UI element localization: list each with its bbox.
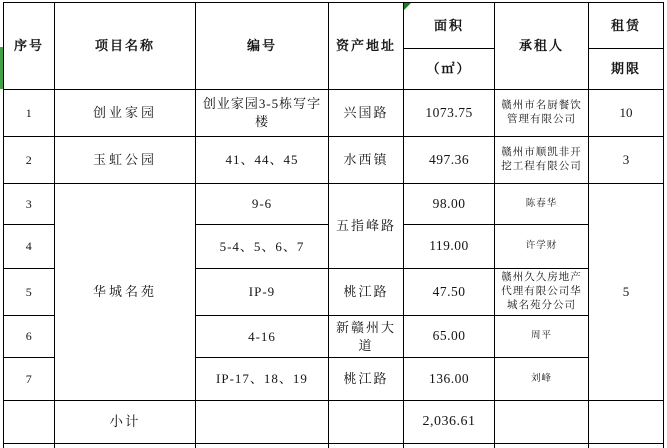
header-cell-asset-address[interactable]: 资产地址 [329,3,404,90]
cell-lessee[interactable]: 周平 [495,316,589,358]
cell-project-merged[interactable]: 华城名苑 [55,184,196,401]
header-cell-lessee[interactable]: 承租人 [495,3,589,90]
cell-area[interactable]: 119.00 [404,225,495,269]
cell-area[interactable]: 47.50 [404,269,495,316]
cell-empty[interactable] [196,444,329,448]
cell-empty[interactable] [589,444,664,448]
table-row [4,184,664,225]
subtotal-label-cell[interactable]: 小计 [55,401,196,444]
header-cell-lease-top[interactable]: 租赁 [589,3,664,49]
cell-lease-term[interactable]: 10 [589,90,664,137]
cell-serial[interactable]: 7 [4,358,55,401]
header-cell-serial[interactable]: 序号 [4,3,55,90]
cell-serial[interactable]: 6 [4,316,55,358]
cell-empty[interactable] [329,401,404,444]
cell-empty[interactable] [589,401,664,444]
cell-lessee[interactable]: 许学财 [495,225,589,269]
cell-empty[interactable] [4,401,55,444]
cell-serial[interactable]: 1 [4,90,55,137]
cell-code[interactable]: IP-17、18、19 [196,358,329,401]
cell-area[interactable]: 98.00 [404,184,495,225]
header-cell-lease-bottom[interactable]: 期限 [589,49,664,90]
cell-lessee[interactable]: 陈春华 [495,184,589,225]
cell-area[interactable]: 1073.75 [404,90,495,137]
rental-assets-table [3,2,664,448]
cell-code[interactable]: 创业家园3-5栋写字楼 [196,90,329,137]
cell-code[interactable]: 9-6 [196,184,329,225]
header-cell-code[interactable]: 编号 [196,3,329,90]
cell-lessee[interactable]: 刘峰 [495,358,589,401]
subtotal-value-cell[interactable]: 2,036.61 [404,401,495,444]
cell-empty[interactable] [404,444,495,448]
clipped-row [4,444,664,448]
cell-empty[interactable] [495,444,589,448]
cell-lease-term[interactable]: 3 [589,137,664,184]
cell-code[interactable]: 41、44、45 [196,137,329,184]
cell-address[interactable]: 兴国路 [329,90,404,137]
cell-lessee[interactable]: 赣州久久房地产代理有限公司华城名苑分公司 [495,269,589,316]
subtotal-row [4,401,664,444]
cell-empty[interactable] [4,444,55,448]
cell-empty[interactable] [329,444,404,448]
cell-lessee[interactable]: 赣州市名厨餐饮管理有限公司 [495,90,589,137]
cell-address[interactable]: 桃江路 [329,269,404,316]
cell-code[interactable]: 4-16 [196,316,329,358]
cell-address[interactable]: 新赣州大道 [329,316,404,358]
cell-project[interactable]: 创业家园 [55,90,196,137]
cell-serial[interactable]: 4 [4,225,55,269]
cell-lessee[interactable]: 赣州市顺凯非开挖工程有限公司 [495,137,589,184]
cell-serial[interactable]: 3 [4,184,55,225]
cell-address-merged[interactable]: 五指峰路 [329,184,404,269]
header-cell-area[interactable] [404,3,495,49]
table-row [4,137,664,184]
cell-code[interactable]: 5-4、5、6、7 [196,225,329,269]
table-row [4,90,664,137]
cell-empty[interactable] [55,444,196,448]
cell-project[interactable]: 玉虹公园 [55,137,196,184]
cell-serial[interactable]: 5 [4,269,55,316]
cell-code[interactable]: IP-9 [196,269,329,316]
cell-area[interactable]: 136.00 [404,358,495,401]
cell-empty[interactable] [196,401,329,444]
header-area-label: 面积 [433,17,464,33]
cell-lease-term-merged[interactable]: 5 [589,184,664,401]
cell-address[interactable]: 桃江路 [329,358,404,401]
cell-area[interactable]: 65.00 [404,316,495,358]
excel-error-indicator-icon [404,3,411,10]
header-cell-project-name[interactable]: 项目名称 [55,3,196,90]
header-cell-area-unit[interactable]: （㎡） [404,49,495,90]
cell-empty[interactable] [495,401,589,444]
cell-serial[interactable]: 2 [4,137,55,184]
cell-area[interactable]: 497.36 [404,137,495,184]
cell-address[interactable]: 水西镇 [329,137,404,184]
